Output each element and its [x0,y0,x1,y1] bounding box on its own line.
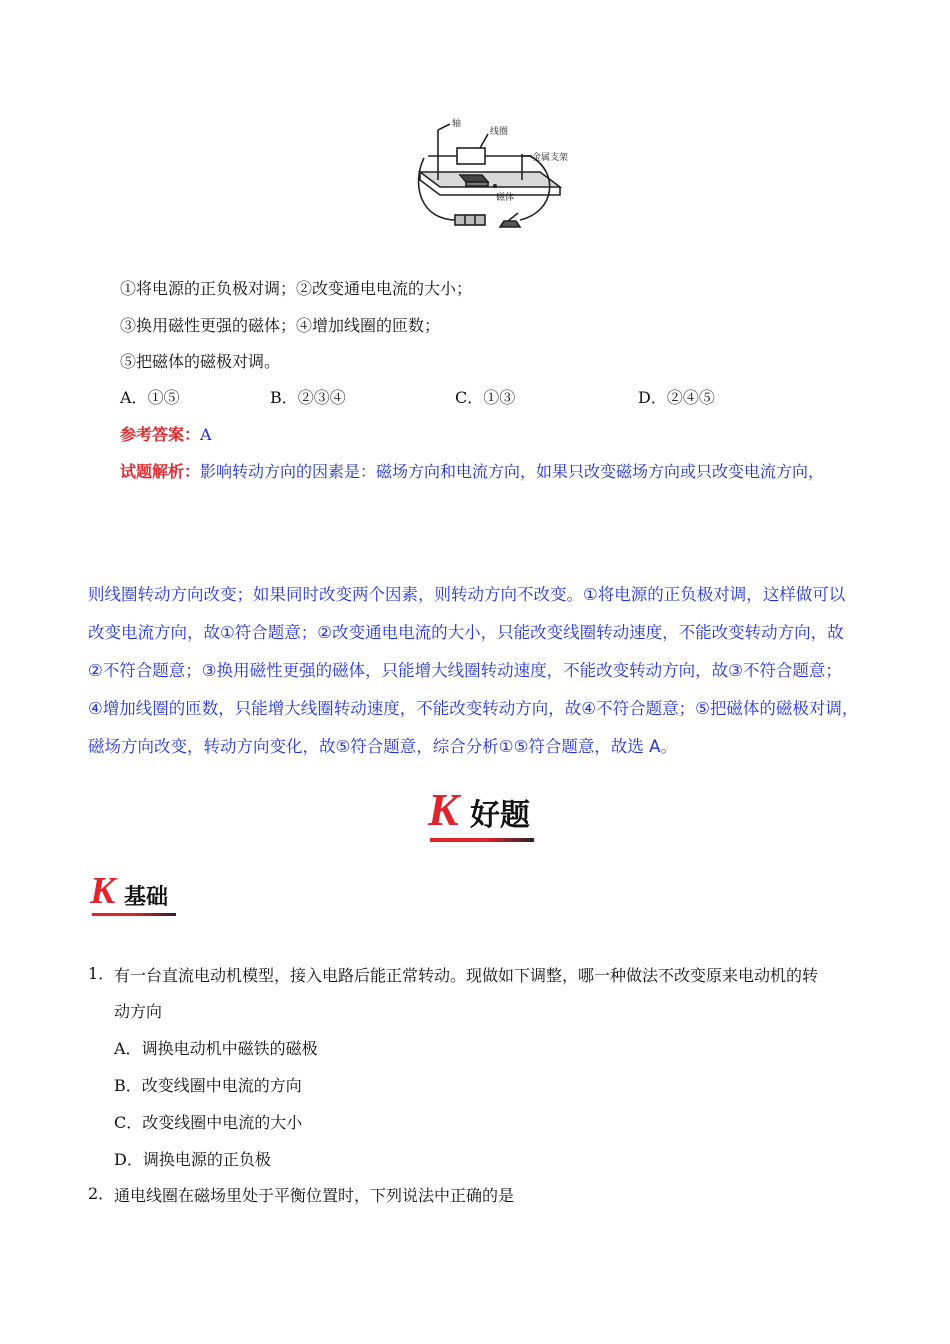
option-text: 改变线圈中电流的方向 [141,1076,302,1095]
heading-basics [90,870,182,921]
heading-k-letter: K [428,784,459,835]
subheading-title: 基础 [124,884,169,910]
question-1-option-b [114,1076,302,1096]
statement-line-2: ③换用磁性更强的磁体；④增加线圈的匝数； [120,316,441,335]
answer-line [120,425,212,445]
choice-d [638,388,715,408]
question-1-option-a [114,1039,318,1059]
label-axis: 轴 [452,119,462,129]
question-2-number: 2． [88,1184,115,1203]
question-2-line-1: 通电线圈在磁场里处于平衡位置时，下列说法中正确的是 [114,1186,515,1205]
choice-c [455,388,515,408]
option-text: 改变线圈中电流的大小 [142,1113,303,1132]
motor-diagram-svg [410,112,585,237]
question-1-option-d [114,1150,271,1170]
option-letter: B． [114,1076,142,1095]
choice-b [270,388,346,408]
motor-diagram [410,112,585,237]
subheading-k-letter: K [90,870,116,912]
analysis-line-first [120,462,824,482]
choice-text: ②③④ [297,388,346,407]
choice-letter: A． [120,388,148,407]
choice-text: ①⑤ [147,388,180,407]
option-text: 调换电源的正负极 [142,1150,271,1169]
choice-text: ①③ [483,388,516,407]
choice-letter: D． [638,388,667,407]
analysis-text: 影响转动方向的因素是：磁场方向和电流方向，如果只改变磁场方向或只改变电流方向， [200,462,825,481]
choice-letter: C． [455,388,484,407]
question-1-line-1: 有一台直流电动机模型，接入电路后能正常转动。现做如下调整，哪一种做法不改变原来电动机的转 [114,966,819,985]
choice-a [120,388,180,408]
heading-good-questions [428,784,540,848]
analysis-line-5: 磁场方向改变，转动方向变化，故⑤符合题意，综合分析①⑤符合题意，故选 A。 [88,737,677,756]
question-1-option-c [114,1113,302,1133]
question-1-line-2: 动方向 [114,1002,163,1021]
statement-line-1: ①将电源的正负极对调；②改变通电电流的大小； [120,279,473,298]
heading-title: 好题 [470,798,530,833]
choice-letter: B． [270,388,298,407]
analysis-line-2: 改变电流方向，故①符合题意；②改变通电电流的大小，只能改变线圈转动速度，不能改变转动方向，故 [88,623,844,642]
statement-line-3: ⑤把磁体的磁极对调。 [120,352,281,371]
option-text: 调换电动机中磁铁的磁极 [141,1039,318,1058]
label-coil: 线圈 [490,127,509,137]
label-magnet: 磁体 [496,193,515,203]
option-letter: D． [114,1150,143,1169]
analysis-line-4: ④增加线圈的匝数，只能增大线圈转动速度，不能改变转动方向，故④不符合题意；⑤把磁体的磁极对调， [88,699,859,718]
label-bracket: 金属支架 [532,153,569,163]
analysis-line-3: ②不符合题意；③换用磁性更强的磁体，只能增大线圈转动速度，不能改变转动方向，故③不符合题意； [88,661,842,680]
subheading-underline [92,913,176,916]
answer-value: A [200,425,212,444]
choice-text: ②④⑤ [666,388,715,407]
answer-label: 参考答案： [120,425,201,444]
heading-underline [430,838,534,842]
analysis-label: 试题解析： [120,462,201,481]
question-1-number: 1． [88,964,115,983]
analysis-line-1: 则线圈转动方向改变；如果同时改变两个因素，则转动方向不改变。①将电源的正负极对调，这样做可以 [88,585,846,604]
option-letter: A． [114,1039,142,1058]
option-letter: C． [114,1113,143,1132]
